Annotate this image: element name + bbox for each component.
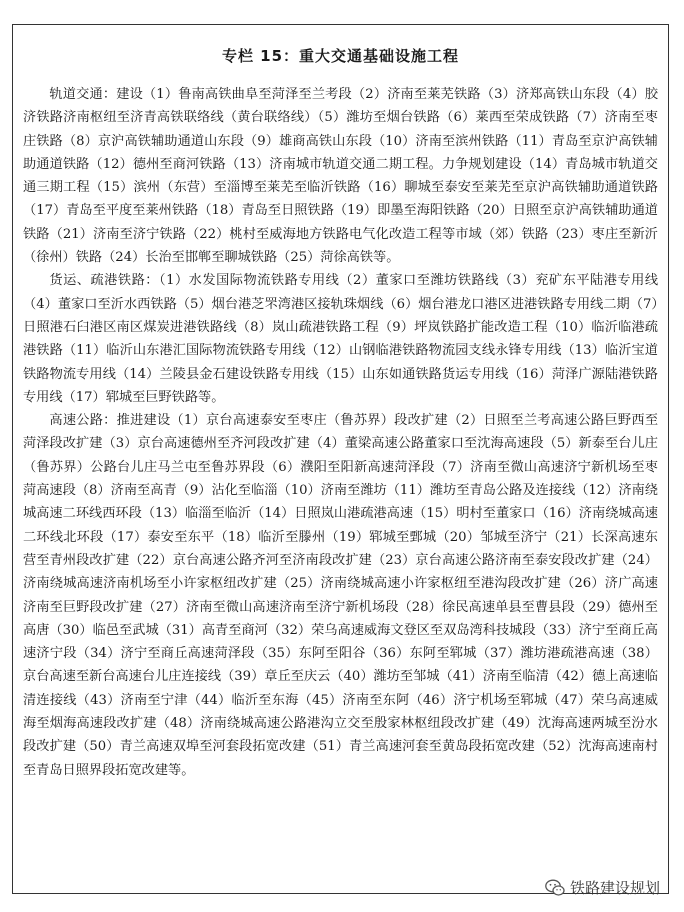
watermark bbox=[545, 877, 660, 898]
section-expressway bbox=[23, 409, 658, 782]
wechat-icon bbox=[545, 879, 565, 897]
section-text: 推进建设（1）京台高速泰安至枣庄（鲁苏界）段改扩建（2）日照至兰考高速公路巨野西至菏泽段改扩建（3）京台高速德州至齐河段改扩建（4）董梁高速公路董家口至沈海高速段（5）新泰至台儿庄（鲁苏界）公路台儿庄马兰屯至鲁苏界段（6）濮阳至阳新高速菏泽段（7）济南至微山高速济宁新机场至枣菏高速段（8）济南至高青（9）沾化至临淄（10）济南至潍坊（11）潍坊至青岛公路及连接线（12）济南绕城高速二环线西环段（13）临淄至临沂（14）日照岚山港疏港高速（15）明村至董家口（16）济南绕城高速二环线北环段（17）泰安至东平（18）临沂至滕州（19）郓城至鄄城（20）邹城至济宁（21）长深高速东营至青州段改扩建（22）京台高速公路齐河至济南段改扩建（23）京台高速公路济南至泰安段改扩建（24）济南绕城高速济南机场至小许家枢纽改扩建（25）济南绕城高速小许家枢纽至港沟段改扩建（26）济广高速济南至巨野段改扩建（27）济南至微山高速济南至济宁新机场段（28）徐民高速单县至曹县段（29）德州至高唐（30）临邑至武城（31）高青至商河（32）荣乌高速威海文登区至双岛湾科技城段（33）济宁至商丘高速济宁段（34）济宁至商丘高速菏泽段（35）东阿至阳谷（36）东阿至郓城（37）潍坊港疏港高速（38）京台高速至新台高速台儿庄连接线（39）章丘至庆云（40）潍坊至邹城（41）济南至临清（42）德上高速临清连接线（43）济南至宁津（44）临沂至东海（45）济南至东阿（46）济宁机场至郓城（47）荣乌高速威海至烟海高速段改扩建（48）济南绕城高速公路港沟立交至殷家林枢纽段改扩建（49）沈海高速两城至汾水段改扩建（50）青兰高速双埠至河套段拓宽改建（51）青兰高速河套至黄岛段拓宽改建（52）沈海高速南村至青岛日照界段拓宽改建等。 bbox=[23, 413, 659, 778]
section-label: 高速公路： bbox=[49, 413, 117, 429]
column-title: 专栏 15：重大交通基础设施工程 bbox=[221, 47, 460, 65]
section-text: （1）水发国际物流铁路专用线（2）董家口至潍坊铁路线（3）兖矿东平陆港专用线（4）董家口至沂水西铁路（5）烟台港芝罘湾港区接轨珠烟线（6）烟台港龙口港区进港铁路专用线二期（7）日照港石臼港区南区煤炭进港铁路线（8）岚山疏港铁路工程（9）坪岚铁路扩能改造工程（10）临沂临港疏港铁路（11）临沂山东港汇国际物流铁路专用线（12）山钢临港铁路物流园支线永锋专用线（13）临沂宝道铁路物流专用线（14）兰陵县金石建设铁路专用线（15）山东如通铁路货运专用线（16）菏泽广源陆港铁路专用线（17）郓城至巨野铁路等。 bbox=[23, 273, 659, 405]
column-box bbox=[12, 24, 669, 894]
watermark-text: 铁路建设规划 bbox=[569, 879, 660, 897]
section-freight-rail bbox=[23, 269, 658, 409]
section-rail-transit bbox=[23, 83, 658, 269]
section-label: 轨道交通： bbox=[49, 87, 117, 102]
section-text: 建设（1）鲁南高铁曲阜至菏泽至兰考段（2）济南至莱芜铁路（3）济郑高铁山东段（4）胶济铁路济南枢纽至济青高铁联络线（黄台联络线）（5）潍坊至烟台铁路（6）莱西至荣成铁路（7）济南至枣庄铁路（8）京沪高铁辅助通道山东段（9）雄商高铁山东段（10）济南至滨州铁路（11）青岛至京沪高铁辅助通道铁路（12）德州至商河铁路（13）济南城市轨道交通二期工程。力争规划建设（14）青岛城市轨道交通三期工程（15）滨州（东营）至淄博至莱芜至临沂铁路（16）聊城至泰安至莱芜至京沪高铁辅助通道铁路（17）青岛至平度至莱州铁路（18）青岛至日照铁路（19）即墨至海阳铁路（20）日照至京沪高铁辅助通道铁路（21）济南至济宁铁路（22）桃村至威海地方铁路电气化改造工程等市域（郊）铁路（23）枣庄至新沂（徐州）铁路（24）长治至邯郸至聊城铁路（25）菏徐高铁等。 bbox=[23, 87, 659, 266]
section-label: 货运、疏港铁路： bbox=[49, 273, 159, 289]
